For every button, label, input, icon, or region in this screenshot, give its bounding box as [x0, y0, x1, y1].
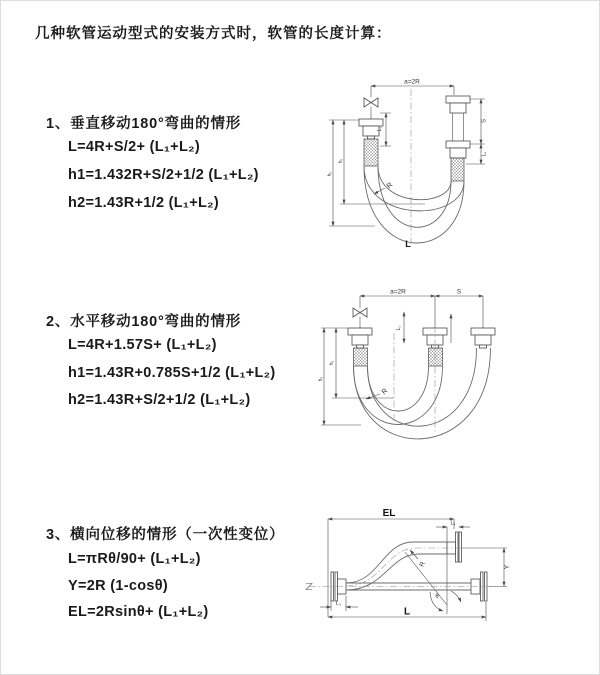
d2-right-fitting [471, 328, 495, 348]
section-1-formula-L: L=4R+S/2+ (L₁+L₂) [68, 139, 200, 155]
d2-dim-h2-label: h₂ [318, 376, 324, 382]
section-3-heading: 3、横向位移的情形（一次性变位） [46, 527, 285, 543]
d2-bend-radius-label: R [380, 387, 390, 397]
d1-valve [364, 98, 378, 119]
section-3-formula-L: L=πRθ/90+ (L₁+L₂) [68, 551, 201, 567]
d3-dim-el-label: EL [382, 508, 396, 519]
section-2-formula-L: L=4R+1.57S+ (L₁+L₂) [68, 337, 217, 353]
d2-dim-fitting-label: L₁ [396, 325, 402, 331]
diagram-lateral-displacement [301, 499, 600, 657]
d2-dim-width-label: a=2R [390, 288, 406, 296]
d3-length-label: L [403, 606, 411, 618]
d1-dim-width-label: a=2R [404, 78, 420, 86]
d2-left-fitting [348, 328, 372, 366]
d1-dim-stroke-label: S [481, 118, 488, 124]
d2-hose-curves [354, 348, 491, 439]
d1-right-fitting [446, 96, 470, 181]
page-title: 几种软管运动型式的安装方式时，软管的长度计算： [35, 26, 392, 42]
d1-dim-h2-label: h₂ [327, 171, 333, 177]
section-1-formula-h2: h2=1.43R+1/2 (L₁+L₂) [68, 195, 220, 211]
d1-hose-curves [364, 166, 464, 243]
d1-dim-h1-label: h₁ [338, 158, 344, 164]
d3-dim-fitting-top-label: L₁ [450, 520, 456, 527]
d2-valve [353, 308, 367, 328]
section-3-formula-EL: EL=2Rsinθ+ (L₁+L₂) [68, 604, 209, 620]
section-2-formula-h1: h1=1.43R+0.785S+1/2 (L₁+L₂) [68, 365, 276, 381]
section-1-heading: 1、垂直移动180°弯曲的情形 [46, 116, 242, 132]
d3-dim-y-label: Y [504, 564, 511, 570]
d1-bend-radius-label: R [385, 181, 395, 191]
section-3-formula-Y: Y=2R (1-cosθ) [68, 578, 168, 594]
diagram-vertical-180-bend [311, 71, 591, 261]
d1-dim-fitting-left-label: L₁ [377, 126, 383, 132]
d3-top-right-flange [447, 532, 462, 562]
d1-dim-fitting-right-label: L₁ [481, 151, 488, 157]
section-1-formula-h1: h1=1.432R+S/2+1/2 (L₁+L₂) [68, 167, 259, 183]
d1-length-label: L [405, 239, 411, 249]
d2-dim-stroke-label: S [456, 288, 462, 296]
diagram-horizontal-180-bend [311, 281, 591, 453]
section-2-heading: 2、水平移动180°弯曲的情形 [46, 314, 242, 330]
d3-angle-label: θ [435, 594, 439, 600]
d3-dim-fitting-bottom-label: L₁ [336, 601, 341, 607]
d2-dim-h1-label: h₁ [329, 360, 335, 366]
section-2-formula-h2: h2=1.43R+S/2+1/2 (L₁+L₂) [68, 392, 251, 408]
d3-bend-radius-label: R [418, 560, 427, 568]
d2-middle-fitting [423, 328, 447, 366]
d1-left-fitting [359, 119, 383, 166]
